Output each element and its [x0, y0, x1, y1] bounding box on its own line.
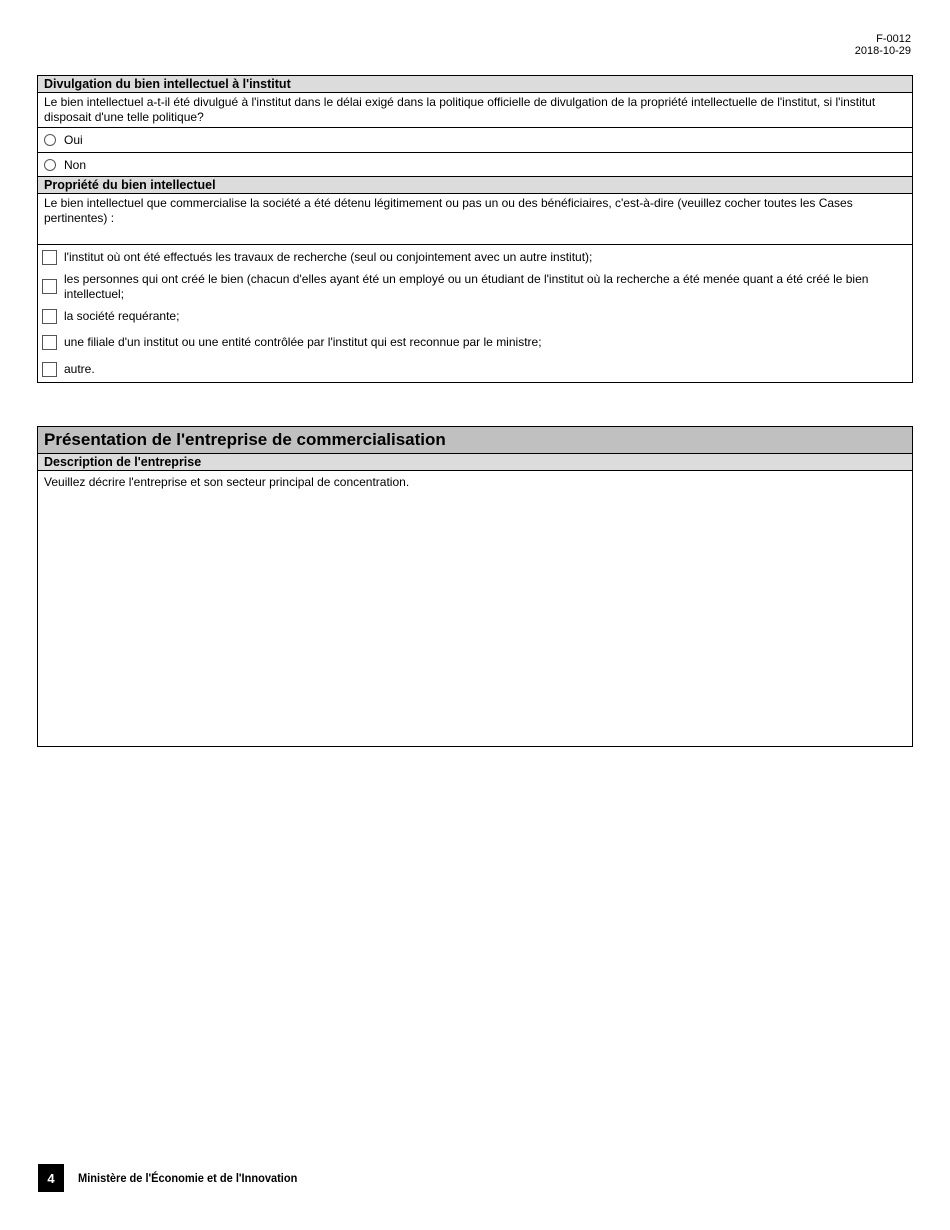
page-footer [38, 1164, 316, 1192]
checkbox-option-autre[interactable] [38, 356, 912, 382]
checkbox-option-filiale[interactable] [38, 329, 912, 356]
description-prompt: Veuillez décrire l'entreprise et son secteur principal de concentration. [44, 475, 410, 489]
checkbox-label: les personnes qui ont créé le bien (chacun d'elles ayant été un employé ou un étudiant de l'institut où la recherche a été menée quant a été créé le bien intellectuel; [64, 271, 869, 301]
checkbox-label: la société requérante; [64, 308, 180, 323]
disclosure-header: Divulgation du bien intellectuel à l'institut [38, 76, 912, 93]
ownership-header: Propriété du bien intellectuel [38, 176, 912, 194]
checkbox-label: autre. [64, 361, 95, 376]
disclosure-question: Le bien intellectuel a-t-il été divulgué à l'institut dans le délai exigé dans la politique officielle de divulgation de la propriété intellectuelle de l'institut, si l'institut disposait d'une telle politique? [38, 93, 912, 128]
form-number: F-0012 [876, 33, 911, 45]
radio-button[interactable] [44, 159, 56, 171]
form-reference [855, 33, 911, 57]
ownership-question: Le bien intellectuel que commercialise la société a été détenu légitimement ou pas un ou des bénéficiaires, c'est-à-dire (veuillez cocher toutes les Cases pertinentes) : [38, 194, 912, 245]
checkbox-option-personnes[interactable] [38, 270, 912, 303]
radio-label: Non [64, 157, 87, 172]
checkbox-option-societe[interactable] [38, 303, 912, 329]
checkbox[interactable] [42, 335, 57, 350]
presentation-title: Présentation de l'entreprise de commercialisation [38, 427, 912, 454]
checkbox[interactable] [42, 362, 57, 377]
description-field[interactable] [38, 471, 912, 746]
checkbox[interactable] [42, 250, 57, 265]
radio-option-non[interactable] [38, 152, 912, 176]
radio-label: Oui [64, 133, 83, 147]
radio-option-oui[interactable] [38, 128, 912, 152]
checkbox[interactable] [42, 279, 57, 294]
page-number: 4 [38, 1164, 64, 1192]
form-date: 2018-10-29 [854, 45, 911, 57]
checkbox-label: l'institut où ont été effectués les travaux de recherche (seul ou conjointement avec un autre institut); [64, 250, 593, 264]
checkbox[interactable] [42, 309, 57, 324]
description-header: Description de l'entreprise [38, 454, 912, 471]
ministry-name: Ministère de l'Économie et de l'Innovation [78, 1171, 298, 1185]
presentation-section [37, 426, 913, 747]
checkbox-label: une filiale d'un institut ou une entité contrôlée par l'institut qui est reconnue par le ministre; [64, 335, 542, 349]
radio-button[interactable] [44, 134, 56, 146]
checkbox-option-institut[interactable] [38, 245, 912, 270]
intellectual-property-section [37, 75, 913, 383]
